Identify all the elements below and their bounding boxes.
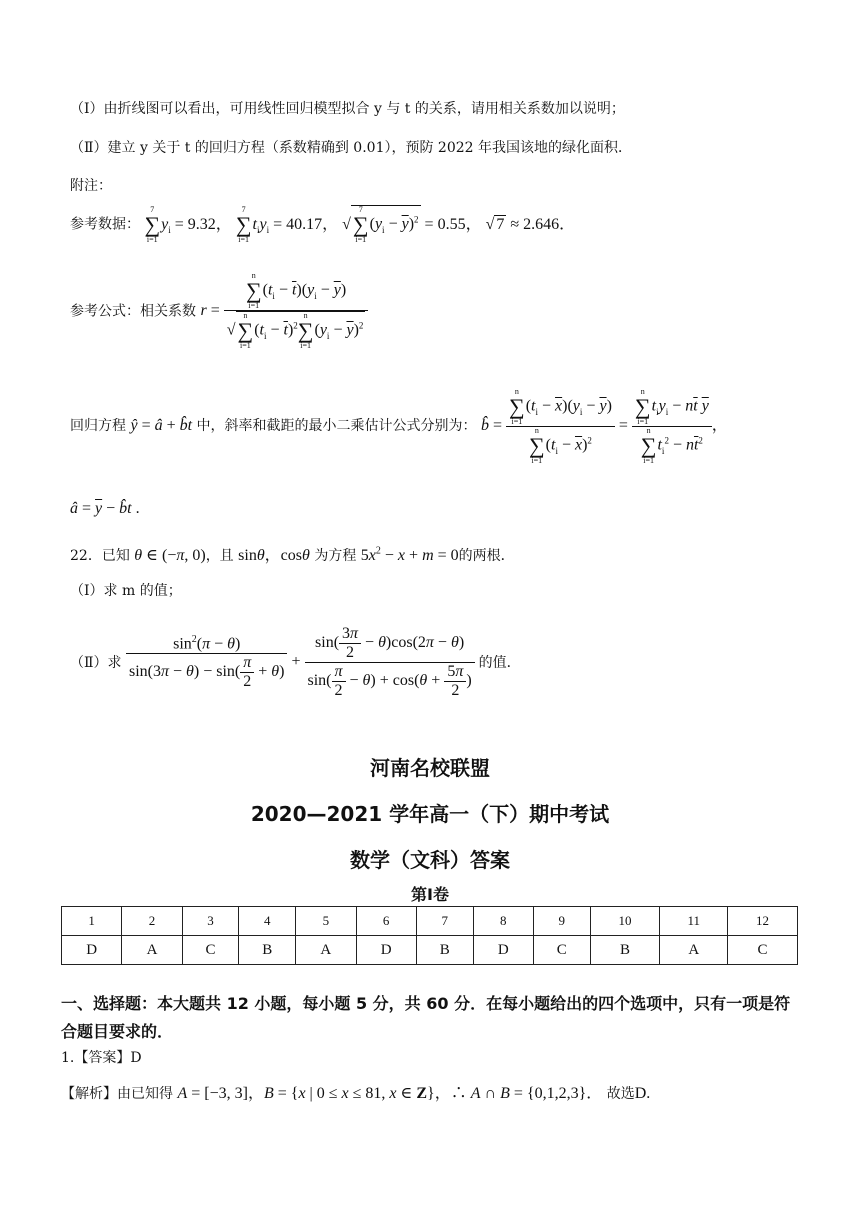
ref-formula-line: 参考公式：相关系数 r = n ∑ i=1 $(t_i - \overline{t})(y_i - \overline{y})$ √ n ∑ i=1 $(t_i - \overline{t})^2$ n ∑ i=1 $(y_i - \overline{y})^2$ (70, 272, 368, 350)
answer-cell: C (728, 936, 798, 965)
section1-title: 一、选择题：本大题共 12 小题，每小题 5 分，共 60 分．在每小题给出的四个选项中，只有一项是符合题目要求的． (61, 994, 791, 1041)
question-number: 2 (122, 907, 182, 936)
question-number: 3 (182, 907, 239, 936)
question-number: 12 (728, 907, 798, 936)
q1-analysis-label: 【解析】 (61, 1086, 117, 1102)
note-label: 附注： (70, 178, 112, 194)
q1-analysis-text-b: 故选 (606, 1086, 635, 1102)
ref-data-line: 参考数据： 7 ∑ i=1 $y_i = 9.32$， 7 ∑ i=1 $t_iy_i = 40.17$， √ 7 ∑ i=1 $(y_i - \overline{y})^2 = 0.55$， √ 7 ≈ 2.646． (70, 205, 576, 244)
q22-text-c: 为方程 (314, 548, 357, 564)
ref-value-2: 40.17 (286, 215, 323, 233)
ref-value-4: 2.646 (523, 215, 560, 233)
trig-expression-2: sin( $\frac{3\pi}{2}$ − θ)cos(2π − θ) sin( $\frac{\pi}{2}$ − θ) + cos(θ + $\frac{5\pi}{2}$ ) (305, 625, 475, 700)
ref-data-label: 参考数据： (70, 216, 140, 233)
q1-analysis-choice: D (634, 1085, 647, 1102)
answer-cell: C (182, 936, 239, 965)
answer-cell: D (356, 936, 416, 965)
answer-cell: A (660, 936, 728, 965)
ref-value-3: 0.55 (437, 215, 466, 233)
answer-cell: A (296, 936, 356, 965)
answer-cell: B (239, 936, 296, 965)
q1-analysis-text-a: 由已知得 (117, 1086, 173, 1102)
answer-table (61, 906, 798, 965)
ref-value-1: 9.32 (187, 215, 216, 233)
answer-cell: B (416, 936, 473, 965)
answer-cell: B (590, 936, 660, 965)
q1-analysis: 【解析】由已知得 A = [−3, 3]，B = {x | 0 ≤ x ≤ 81, x ∈ Z}，∴ A ∩ B = {0,1,2,3}． 故选D. (61, 1085, 651, 1102)
regression-intro: 中，斜率和截距的最小二乘估计公式分别为： (196, 418, 477, 435)
question-number: 1 (62, 907, 122, 936)
header-line3: 数学（文科）答案 (350, 848, 510, 872)
q22-text-b: ，且 (205, 548, 234, 564)
q22-line: 22．已知 θ ∈ (−π, 0)，且 sinθ，cosθ 为方程 $5x^2 - x + m = 0$的两根． (70, 545, 515, 564)
trig-expression-1: $\sin^2(\pi - \theta)$ sin(3π − θ) − sin( $\frac{\pi}{2}$ + θ) (126, 634, 288, 691)
regression-line: 回归方程 ŷ = â + b̂t 中，斜率和截距的最小二乘估计公式分别为： b̂ = n ∑ i=1 $(t_i - \overline{x})(y_i - \overline{y})$ n ∑ i=1 $(t_i - \overline{x})^2$ = n ∑ i=1 $t_iy_i - n\overline{t}$ $\overline{y}$ n ∑ i=1 $t_i^2 - n\overline{t}^2$ ， (70, 387, 728, 465)
q22-part2-prefix: （Ⅱ）求 (70, 655, 122, 672)
q22-text-a: 已知 (101, 548, 130, 564)
answer-cell: A (122, 936, 182, 965)
question-number: 11 (660, 907, 728, 936)
question-number: 5 (296, 907, 356, 936)
question-number: 7 (416, 907, 473, 936)
part-i-text: （Ⅰ）由折线图可以看出，可用线性回归模型拟合 y 与 t 的关系，请用相关系数加以说明； (70, 101, 625, 117)
ref-formula-label: 参考公式：相关系数 (70, 303, 196, 320)
answer-cell: D (62, 936, 122, 965)
question-number: 10 (590, 907, 660, 936)
slope-formula-2: n ∑ i=1 $t_iy_i - n\overline{t}$ $\overline{y}$ n ∑ i=1 $t_i^2 - n\overline{t}^2$ (632, 388, 712, 465)
question-number: 6 (356, 907, 416, 936)
q22-part2-suffix: 的值． (478, 655, 521, 672)
volume-label: 第Ⅰ卷 (411, 885, 449, 904)
answer-table-header-row (62, 907, 798, 936)
question-number: 9 (533, 907, 590, 936)
header-line2: 2020—2021 学年高一（下）期中考试 (250, 802, 610, 826)
q22-part2-line: （Ⅱ）求 $\sin^2(\pi - \theta)$ sin(3π − θ) − sin( $\frac{\pi}{2}$ + θ) + sin( $\frac{3\pi}{2}$ − θ)cos(2π − θ) sin( $\frac{\pi}{2}$ − θ) + cos(θ + $\frac{5\pi}{2}$ ) 的值． (70, 625, 521, 699)
slope-formula-1: n ∑ i=1 $(t_i - \overline{x})(y_i - \overline{y})$ n ∑ i=1 $(t_i - \overline{x})^2$ (506, 388, 615, 465)
question-number: 4 (239, 907, 296, 936)
answer-cell: D (473, 936, 533, 965)
intercept-formula: â = $\overline{y}$ − b̂t . (70, 500, 140, 517)
q22-text-d: 的两根． (458, 548, 515, 564)
part-ii-text: （Ⅱ）建立 y 关于 t 的回归方程（系数精确到 0.01），预防 2022 年我国该地的绿化面积． (70, 140, 633, 156)
q22-part1: （Ⅰ）求 m 的值； (70, 583, 182, 599)
answer-table-answer-row (62, 936, 798, 965)
answer-cell: C (533, 936, 590, 965)
regression-label: 回归方程 (70, 418, 126, 435)
correlation-formula: n ∑ i=1 $(t_i - \overline{t})(y_i - \overline{y})$ √ n ∑ i=1 $(t_i - \overline{t})^2$ n ∑ i=1 $(y_i - \overline{y})^2$ (224, 272, 369, 350)
q22-number: 22． (70, 548, 102, 564)
header-line1: 河南名校联盟 (370, 756, 490, 780)
question-number: 8 (473, 907, 533, 936)
q1-answer: 1.【答案】D (61, 1050, 142, 1066)
